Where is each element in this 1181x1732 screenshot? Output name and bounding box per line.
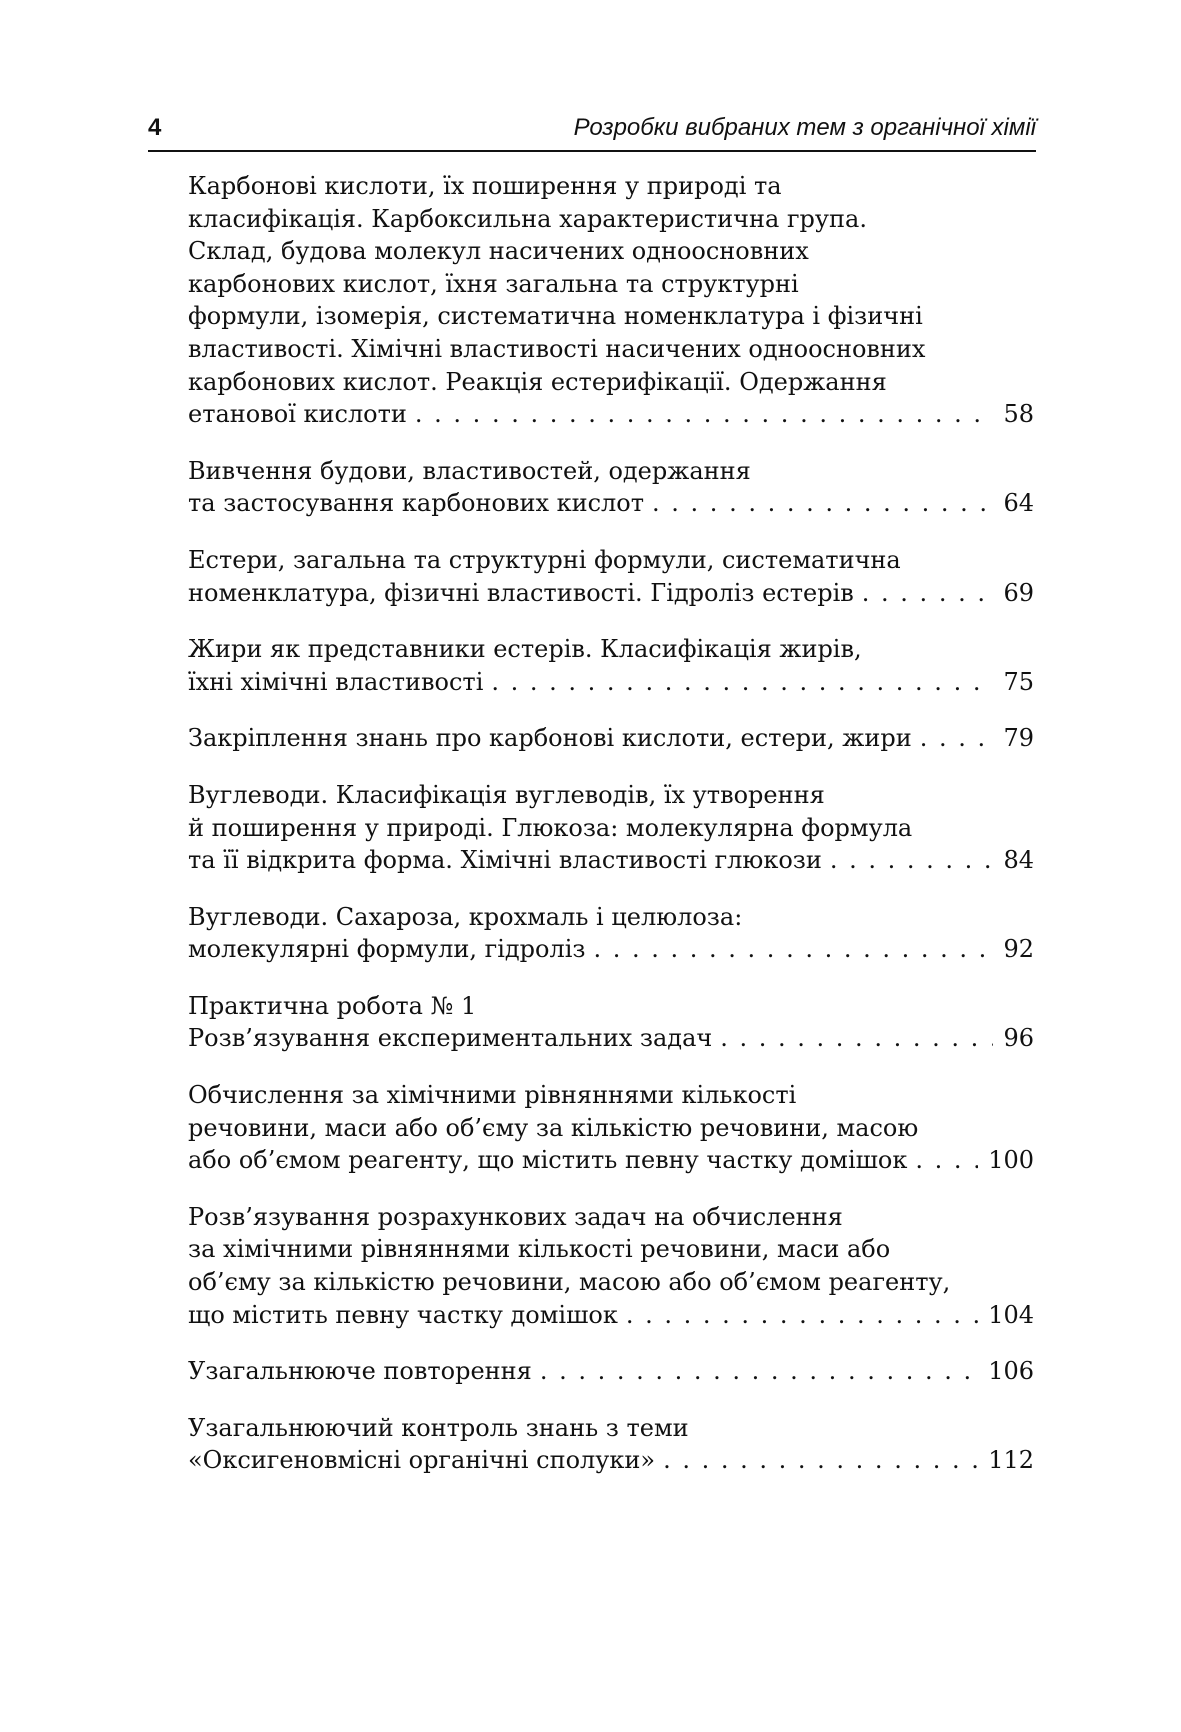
toc-page-number: 104	[988, 1300, 1034, 1329]
toc-entry-line: за хімічними рівняннями кількості речовини, маси або	[188, 1235, 891, 1264]
toc-entry-title-end: Розв’язування експериментальних задач	[188, 1024, 713, 1053]
toc-entry	[188, 455, 1034, 520]
toc-entry	[188, 170, 1034, 431]
page-header	[148, 108, 1036, 152]
toc-entry-line: речовини, маси або об’єму за кількістю речовини, масою	[188, 1113, 919, 1142]
toc-entry-line: Вивчення будови, властивостей, одержання	[188, 456, 751, 485]
toc-entry	[188, 990, 1034, 1055]
toc-page-number: 58	[1003, 400, 1034, 429]
toc-entry-line: класифікація. Карбоксильна характеристична група.	[188, 204, 867, 233]
dot-leader	[491, 666, 993, 699]
toc-entry-last-line	[188, 722, 1034, 755]
dot-leader	[540, 1355, 978, 1388]
toc-page-number: 100	[988, 1146, 1034, 1175]
toc-entry	[188, 901, 1034, 966]
toc-entry-last-line	[188, 487, 1034, 520]
toc-entry-line: Вуглеводи. Класифікація вуглеводів, їх утворення	[188, 780, 825, 809]
toc-entry-line: Практична робота № 1	[188, 991, 477, 1020]
toc-entry-last-line	[188, 1144, 1034, 1177]
toc-entry-title-end: що містить певну частку домішок	[188, 1300, 618, 1329]
toc-entry	[188, 1355, 1034, 1388]
dot-leader	[720, 1022, 993, 1055]
dot-leader	[830, 844, 994, 877]
dot-leader	[663, 1444, 978, 1477]
toc-page-number: 106	[988, 1357, 1034, 1386]
toc-entry	[188, 722, 1034, 755]
toc-entry-line: формули, ізомерія, систематична номенклатура і фізичні	[188, 302, 923, 331]
dot-leader	[593, 933, 993, 966]
dot-leader	[920, 722, 994, 755]
toc-entry-line: Розв’язування розрахункових задач на обчислення	[188, 1202, 843, 1231]
toc-page-number: 96	[1003, 1024, 1034, 1053]
toc-entry-last-line	[188, 577, 1034, 610]
toc-entry-title-end: або об’ємом реагенту, що містить певну частку домішок	[188, 1146, 908, 1175]
toc-entry-line: Карбонові кислоти, їх поширення у природі та	[188, 172, 782, 200]
toc-entry	[188, 1079, 1034, 1177]
toc-entry-line: Жири як представники естерів. Класифікація жирів,	[188, 635, 862, 664]
toc-entry-line: карбонових кислот, їхня загальна та структурні	[188, 269, 799, 298]
toc-entry	[188, 1201, 1034, 1331]
toc-entry-title-end: Узагальнююче повторення	[188, 1357, 532, 1386]
running-title: Розробки вибраних тем з органічної хімії	[573, 114, 1036, 141]
toc-entry-line: й поширення у природі. Глюкоза: молекулярна формула	[188, 813, 913, 842]
toc-page-number: 112	[988, 1446, 1034, 1475]
toc-entry-title-end: та її відкрита форма. Хімічні властивості глюкози	[188, 846, 822, 875]
toc-entry-last-line	[188, 844, 1034, 877]
toc-entry-line: Вуглеводи. Сахароза, крохмаль і целюлоза:	[188, 902, 743, 931]
toc-entry-line: об’єму за кількістю речовини, масою або об’ємом реагенту,	[188, 1268, 951, 1297]
toc-entry-last-line	[188, 1022, 1034, 1055]
toc-page-number: 69	[1003, 578, 1034, 607]
toc-entry-line: карбонових кислот. Реакція естерифікації. Одержання	[188, 367, 887, 396]
toc-entry-line: Склад, будова молекул насичених одноосновних	[188, 237, 809, 266]
toc-entry	[188, 633, 1034, 698]
dot-leader	[652, 487, 993, 520]
toc-page-number: 79	[1003, 724, 1034, 753]
dot-leader	[915, 1144, 978, 1177]
toc-entry-title-end: «Оксигеновмісні органічні сполуки»	[188, 1446, 656, 1475]
toc-page-number: 84	[1003, 846, 1034, 875]
toc-entry-last-line	[188, 666, 1034, 699]
toc-entry-title-end: номенклатура, фізичні властивості. Гідроліз естерів	[188, 578, 854, 607]
dot-leader	[415, 398, 994, 431]
dot-leader	[862, 577, 994, 610]
toc-entry	[188, 779, 1034, 877]
toc-page-number: 75	[1003, 667, 1034, 696]
table-of-contents	[188, 170, 1034, 1501]
toc-entry-last-line	[188, 933, 1034, 966]
toc-entry-last-line	[188, 398, 1034, 431]
toc-page-number: 92	[1003, 935, 1034, 964]
dot-leader	[626, 1299, 978, 1332]
toc-entry-title-end: їхні хімічні властивості	[188, 667, 484, 696]
toc-entry-title-end: Закріплення знань про карбонові кислоти, естери, жири	[188, 724, 912, 753]
toc-entry-line: властивості. Хімічні властивості насичених одноосновних	[188, 334, 926, 363]
toc-page-number: 64	[1003, 489, 1034, 518]
toc-entry	[188, 1412, 1034, 1477]
toc-entry-line: Обчислення за хімічними рівняннями кількості	[188, 1081, 797, 1110]
toc-entry-last-line	[188, 1355, 1034, 1388]
toc-entry-title-end: та застосування карбонових кислот	[188, 489, 645, 518]
toc-entry	[188, 544, 1034, 609]
toc-entry-line: Узагальнюючий контроль знань з теми	[188, 1413, 689, 1442]
toc-entry-title-end: етанової кислоти	[188, 400, 407, 429]
page-number: 4	[148, 114, 162, 141]
toc-entry-last-line	[188, 1299, 1034, 1332]
toc-entry-title-end: молекулярні формули, гідроліз	[188, 935, 586, 964]
toc-entry-line: Естери, загальна та структурні формули, систематична	[188, 545, 901, 574]
toc-entry-last-line	[188, 1444, 1034, 1477]
